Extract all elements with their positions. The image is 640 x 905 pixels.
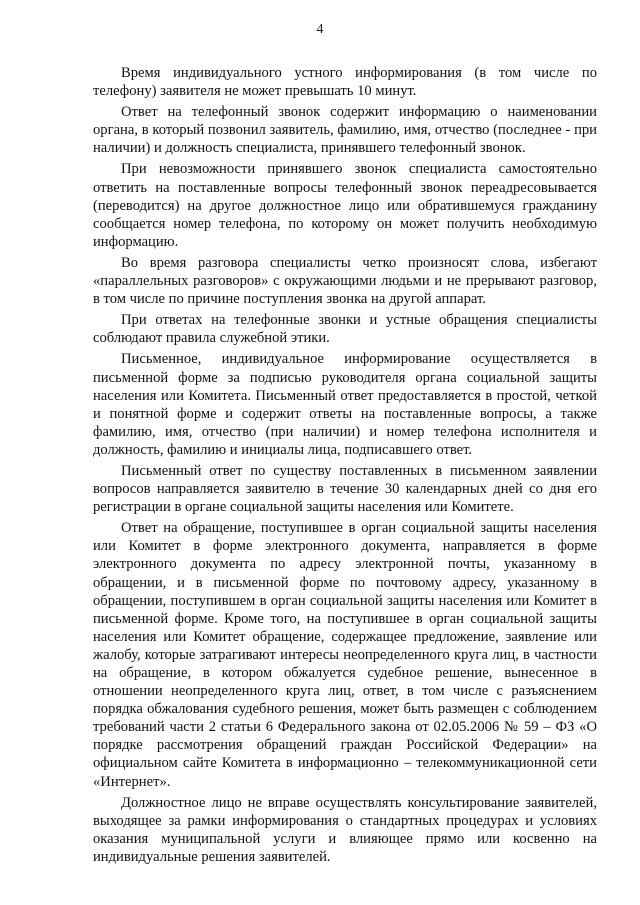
- paragraph-consulting-limits: Должностное лицо не вправе осуществлять консультирование заявителей, выходящее за рамки информирования о стандартных процедурах и условиях оказания муниципальной услуги и влияющее прямо или косвенно на индивидуальные решения заявителей.: [93, 794, 597, 865]
- paragraph-oral-info-duration: Время индивидуального устного информирования (в том числе по телефону) заявителя не может превышать 10 минут.: [93, 65, 597, 100]
- paragraph-written-info: Письменное, индивидуальное информирование осуществляется в письменной форме за подписью руководителя органа социальной защиты населения или Комитета. Письменный ответ предоставляется в простой, четкой и понятной форме и содержит ответы на поставленные вопросы, а также фамилию, имя, отчество (при наличии) и номер телефона исполнителя и должность, фамилию и инициалы лица, подписавшего ответ.: [93, 351, 597, 458]
- page-number: 4: [316, 22, 324, 37]
- paragraph-phone-answer-content: Ответ на телефонный звонок содержит информацию о наименовании органа, в который позвонил заявитель, фамилию, имя, отчество (последнее - при наличии) и должность специалиста, принявшего телефонный звонок.: [93, 104, 597, 157]
- paragraph-electronic-answer: Ответ на обращение, поступившее в орган социальной защиты населения или Комитет в форме электронного документа, направляется в форме электронного документа по адресу электронной почты, указанному в обращении, и в письменной форме по почтовому адресу, указанному в обращении, поступившем в орган социальной защиты населения или Комитет в письменной форме. Кроме того, на поступившее в орган социальной защиты населения или Комитет обращение, содержащее предложение, заявление или жалобу, которые затрагивают интересы неопределенного круга лиц, в частности на обращение, в котором обжалуется судебное решение, вынесенное в отношении неопределенного круга лиц, ответ, в том числе с разъяснением порядка обжалования судебного решения, может быть размещен с соблюдением требований части 2 статьи 6 Федерального закона от 02.05.2006 № 59 – ФЗ «О порядке рассмотрения обращений граждан Российской Федерации» на официальном сайте Комитета в информационно – телекоммуникационной сети «Интернет».: [93, 520, 597, 790]
- paragraph-call-redirect: При невозможности принявшего звонок специалиста самостоятельно ответить на поставленные вопросы телефонный звонок переадресовывается (переводится) на другое должностное лицо или обратившемуся гражданину сообщается номер телефона, по которому он может получить необходимую информацию.: [93, 161, 597, 250]
- paragraph-service-ethics: При ответах на телефонные звонки и устные обращения специалисты соблюдают правила служебной этики.: [93, 312, 597, 347]
- paragraph-conversation-rules: Во время разговора специалисты четко произносят слова, избегают «параллельных разговоров» с окружающими людьми и не прерывают разговор, в том числе по причине поступления звонка на другой аппарат.: [93, 254, 597, 308]
- document-body: [93, 64, 597, 869]
- paragraph-written-answer-deadline: Письменный ответ по существу поставленных в письменном заявлении вопросов направляется заявителю в течение 30 календарных дней со дня его регистрации в органе социальной защиты населения или Комитете.: [93, 462, 597, 516]
